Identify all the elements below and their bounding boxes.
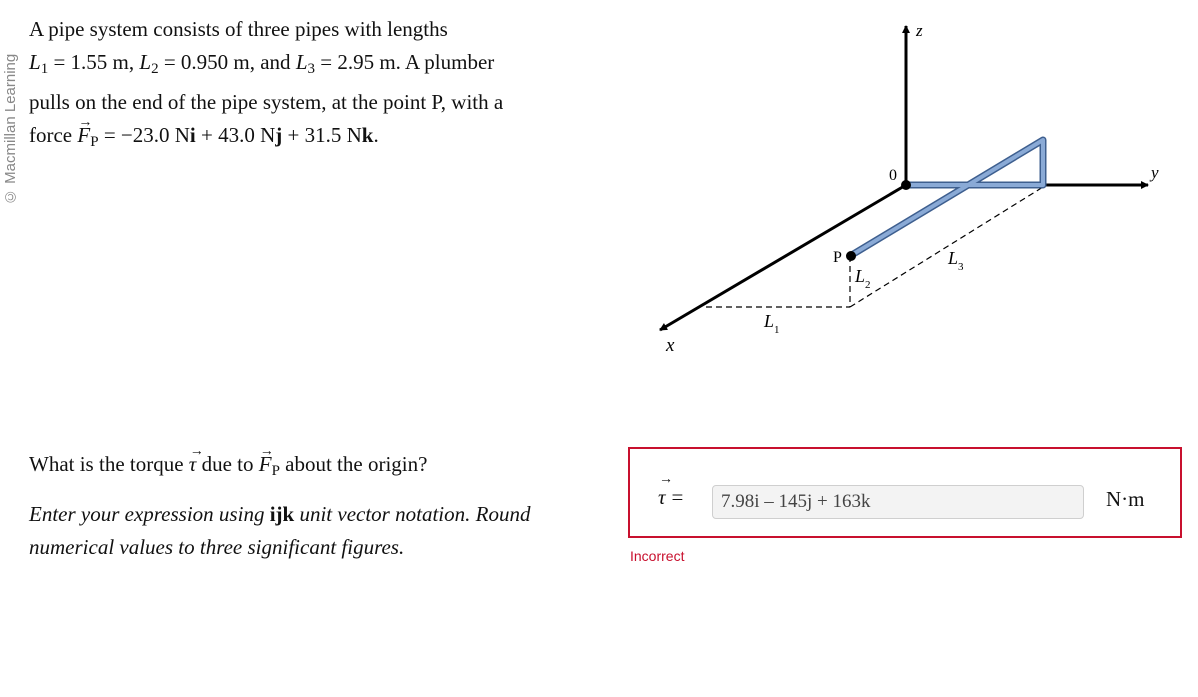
- origin-label: 0: [889, 167, 897, 184]
- force-prefix: force: [29, 123, 78, 147]
- unit-k: k: [361, 123, 374, 147]
- answer-instructions: [29, 498, 599, 564]
- unit-j: j: [275, 123, 283, 147]
- l3-label: $L_3$: [948, 248, 964, 273]
- problem-line-4: [29, 119, 589, 159]
- question-prefix: What is the torque: [29, 452, 189, 476]
- question-text: [29, 448, 599, 488]
- point-p-label: P: [833, 249, 842, 266]
- answer-tau-symbol: → τ: [658, 485, 666, 510]
- pipe-system-diagram: [640, 0, 1198, 370]
- problem-line-3: pulls on the end of the pipe system, at the point P, with a: [29, 90, 504, 114]
- x-axis: [660, 185, 906, 330]
- answer-equals: =: [671, 485, 684, 509]
- force-z-component: + 31.5 N: [282, 123, 362, 147]
- force-y-component: + 43.0 N: [195, 123, 276, 147]
- l1-label: $L_1$: [764, 311, 780, 336]
- question-block: [29, 448, 599, 564]
- force-period: .: [373, 123, 379, 147]
- question-suffix: about the origin?: [279, 452, 428, 476]
- force-subscript: P: [90, 134, 99, 150]
- answer-label: [658, 485, 683, 510]
- force-symbol: → F: [77, 119, 90, 152]
- copyright-notice: © Macmillan Learning: [2, 53, 19, 205]
- instructions-prefix: Enter your expression using: [29, 502, 270, 526]
- instructions-ijk: ijk: [269, 502, 295, 526]
- problem-line-2: [29, 46, 589, 86]
- l3-subscript: 3: [307, 61, 315, 77]
- l2-label: $L_2$: [855, 266, 871, 291]
- force-x-component: = −23.0 N: [98, 123, 190, 147]
- answer-status: Incorrect: [630, 548, 685, 564]
- x-axis-label: x: [666, 335, 675, 356]
- tau-symbol: → τ: [189, 448, 197, 481]
- l2-subscript: 2: [151, 61, 159, 77]
- instructions-suffix: unit vector notation. Round numerical values to three significant figures.: [29, 502, 531, 559]
- l3-value: = 2.95 m. A plumber: [315, 50, 495, 74]
- origin-point: [901, 180, 911, 190]
- point-p: [846, 251, 856, 261]
- z-axis-label: z: [916, 21, 923, 40]
- l3-symbol: L: [295, 50, 308, 74]
- l1-subscript: 1: [40, 61, 49, 77]
- l2-value: = 0.950 m, and: [158, 50, 296, 74]
- problem-statement: [29, 13, 589, 159]
- l2-symbol: L: [139, 50, 152, 74]
- l1-value: = 1.55 m,: [48, 50, 140, 74]
- pipe-system: [850, 140, 1043, 256]
- torque-answer-input[interactable]: 7.98i – 145j + 163k: [712, 485, 1084, 519]
- answer-panel: [628, 447, 1182, 538]
- unit-i: i: [189, 123, 196, 147]
- question-middle: due to: [196, 452, 259, 476]
- answer-units: N·m: [1106, 487, 1145, 511]
- problem-line-1: A pipe system consists of three pipes with lengths: [29, 17, 448, 41]
- y-axis-label: y: [1151, 163, 1159, 182]
- l1-symbol: L: [29, 50, 41, 74]
- force-subscript: P: [271, 463, 280, 479]
- force-symbol: → F: [259, 448, 272, 481]
